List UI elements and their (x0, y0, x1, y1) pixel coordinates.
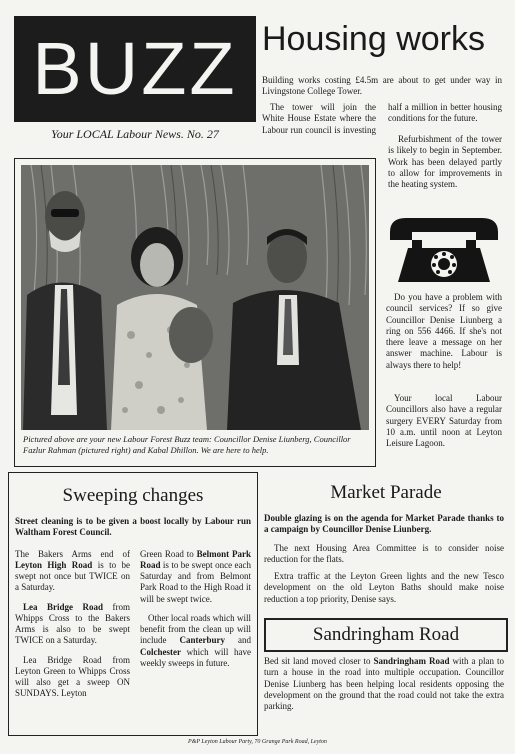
sweeping-paragraph: Other local roads which will benefit from the clean up will include Canterbury and Colchester which will have weekly sweeps in future. (139, 612, 251, 668)
masthead (14, 16, 256, 122)
sandringham-paragraph: Bed sit land moved closer to Sandringham Road with a plan to turn a house in the road into multiple occupation. Councillor Denise Liunberg has been helping local residents opposing the development on the ground that the road could not take the extra parking. (264, 656, 505, 711)
housing-body (262, 102, 502, 136)
sweeping-column-2 (140, 549, 251, 700)
housing-headline: Housing works (262, 20, 485, 58)
team-photo-frame (14, 158, 376, 467)
contact-paragraph: Do you have a problem with council services? If so give Councillor Denise Liunberg a ring on 556 4466. If she's not there leave a message on her answer machine. Labour is always there to help! (386, 292, 502, 370)
sandringham-title-box (264, 618, 508, 652)
sweeping-paragraph: The Bakers Arms end of Leyton High Road is to be swept not once but TWICE on a Saturday. (15, 548, 130, 593)
market-paragraph: The next Housing Area Committee is to consider noise reduction for the flats. (264, 543, 504, 565)
housing-refurbishment: Refurbishment of the tower is likely to begin in September. Work has been delayed partly to allow for improvements in the heating system. (388, 134, 502, 189)
masthead-subtitle: Your LOCAL Labour News. No. 27 (51, 127, 219, 141)
sandringham-title: Sandringham Road (312, 624, 460, 645)
masthead-title: BUZZ (32, 27, 238, 110)
housing-paragraph: The tower will join the White House Estate where the Labour run council is investing half a million in better housing conditions for the future. (262, 102, 502, 135)
photo-caption: Pictured above are your new Labour Forest Buzz team: Councillor Denise Liunberg, Councillor Fazlur Rahman (pictured right) and Kabal Dhillon. We are here to help. (23, 434, 351, 456)
market-parade-title: Market Parade (330, 482, 442, 503)
sweeping-column-1 (15, 549, 130, 700)
sweeping-title: Sweeping changes (62, 485, 204, 506)
sweeping-lead: Street cleaning is to be given a boost locally by Labour run Waltham Forest Council. (15, 516, 251, 538)
housing-intro: Building works costing £4.5m are about to get under way in Livingstone College Tower. (262, 75, 502, 97)
market-lead: Double glazing is on the agenda for Market Parade thanks to a campaign by Councillor Denise Liunberg. (264, 513, 504, 535)
team-photo (21, 165, 369, 430)
sweeping-paragraph: Lea Bridge Road from Whipps Cross to the Bakers Arms is also to be swept TWICE on a Saturday. (15, 601, 130, 646)
sweeping-paragraph: Green Road to Belmont Park Road is to be swept once each Saturday and from Belmont Park Road to the High Road it will be swept twice. (139, 548, 252, 604)
telephone-icon (386, 212, 502, 284)
sweeping-changes-box (8, 472, 258, 736)
sweeping-paragraph: Lea Bridge Road from Leyton Green to Whipps Cross will also get a sweep ON SUNDAYS. Leyton (15, 654, 130, 699)
surgery-paragraph: Your local Labour Councillors also have a regular surgery EVERY Saturday from 10 a.m. until noon at Leyton Leisure Lagoon. (386, 393, 502, 448)
market-paragraph: Extra traffic at the Leyton Green lights and the new Tesco development on the old Leyton Baths should make noise reduction a top priority, Denise says. (264, 571, 504, 604)
imprint-footer: P&P Leyton Labour Party, 70 Grange Park Road, Leyton (188, 739, 327, 745)
